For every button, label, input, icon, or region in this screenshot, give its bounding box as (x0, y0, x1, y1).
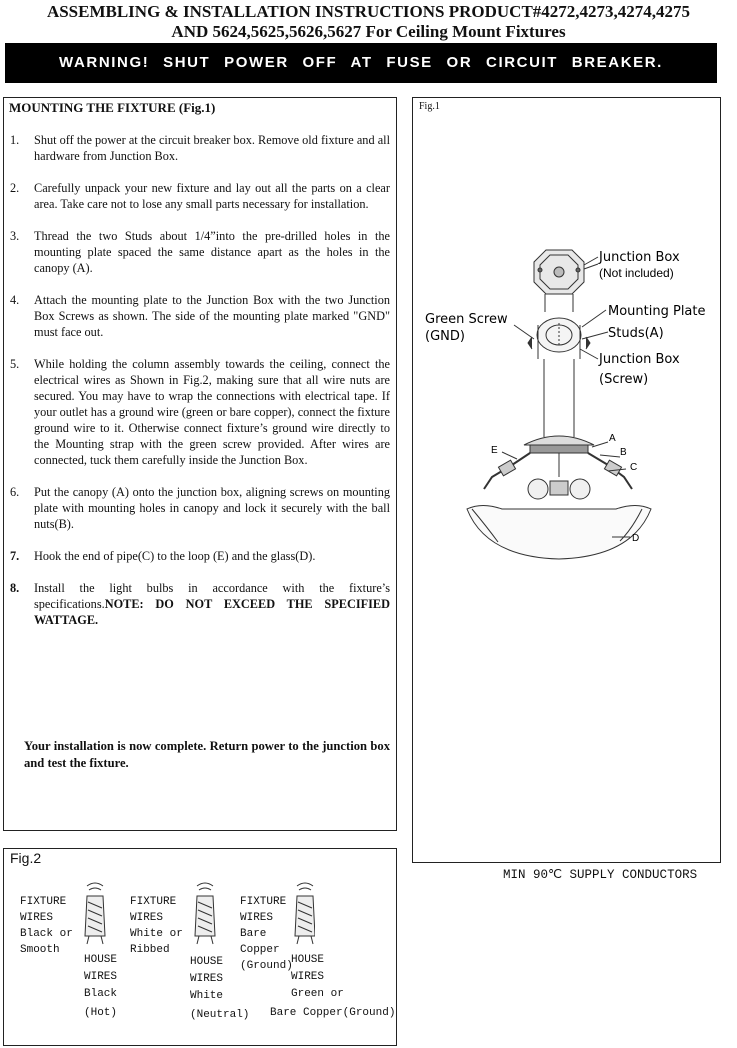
label-green-screw: Green Screw (425, 312, 508, 327)
house-label: HOUSE (291, 954, 325, 966)
wire-nut-icon (85, 883, 105, 944)
wattage-note: NOTE: DO NOT EXCEED THE SPECIFIED WATTAGE. (34, 597, 390, 627)
wire-type: (Neutral) (190, 1009, 250, 1021)
fig1-label: Fig.1 (419, 101, 440, 112)
wires-label: WIRES (240, 912, 274, 924)
label-mounting-plate: Mounting Plate (608, 304, 706, 319)
step-text: Install the light bulbs in accordance with the fixture’s specifications. (34, 581, 390, 611)
fixture-label: FIXTURE (20, 896, 67, 908)
title-line-1: ASSEMBLING & INSTALLATION INSTRUCTIONS PRODUCT#4272,4273,4274,4275 (46, 2, 691, 21)
step-4 (10, 292, 390, 340)
wire-nut-icon (195, 883, 215, 944)
finial-ball-right (570, 479, 590, 499)
step-number: 8. (10, 581, 20, 595)
wires-label: WIRES (190, 973, 224, 985)
wire-nut-icon (295, 883, 315, 944)
wire-color: White (190, 990, 224, 1002)
wire-color: Bare (240, 928, 267, 940)
wire-type: Ribbed (130, 944, 170, 956)
label-c: C (630, 462, 638, 473)
step-1 (10, 132, 390, 164)
step-6 (10, 484, 390, 532)
canopy-shape (524, 436, 594, 445)
wires-label: WIRES (20, 912, 54, 924)
label-a: A (609, 433, 616, 444)
mounting-title: MOUNTING THE FIXTURE (Fig.1) (9, 100, 216, 115)
wires-label: WIRES (84, 971, 118, 983)
step-number: 7. (10, 549, 20, 563)
house-wires-3-top (291, 952, 344, 1003)
step-text: Carefully unpack your new fixture and lay out all the parts on a clear area. Take care not to lose any small parts necessary for installation. (34, 181, 390, 211)
fixture-wires-1 (20, 894, 73, 958)
fixture-wires-3 (240, 894, 293, 974)
step-number: 3. (10, 229, 20, 243)
wire-color: White or (130, 928, 183, 940)
warning-banner: WARNING! SHUT POWER OFF AT FUSE OR CIRCUIT BREAKER. (5, 43, 717, 83)
house-label: HOUSE (190, 956, 224, 968)
label-not-included: (Not included) (599, 266, 674, 280)
fixture-label: FIXTURE (240, 896, 287, 908)
house-label: HOUSE (84, 954, 118, 966)
label-d: D (632, 533, 640, 544)
completion-message: Your installation is now complete. Return power to the junction box and test the fixture. (24, 739, 390, 770)
wire-color: Black or (20, 928, 73, 940)
wires-label: WIRES (291, 971, 325, 983)
step-3 (10, 228, 390, 276)
wire-color: Green or (291, 988, 344, 1000)
title-line-2: AND 5624,5625,5626,5627 For Ceiling Mount Fixtures (171, 22, 566, 41)
house-wires-1 (84, 952, 117, 1022)
label-junction-box: Junction Box (599, 250, 680, 265)
step-text: Shut off the power at the circuit breaker box. Remove old fixture and all hardware from Junction Box. (34, 133, 390, 163)
house-wires-3-bottom: Bare Copper(Ground) (270, 1007, 396, 1019)
step-8-content (34, 580, 390, 628)
step-text: Put the canopy (A) onto the junction box, aligning screws on mounting plate with mounting holes in canopy and lock it securely with the ball nuts(B). (34, 485, 390, 531)
step-number: 1. (10, 133, 20, 147)
wire-type: Copper (240, 944, 280, 956)
wire-type: Smooth (20, 944, 60, 956)
step-2 (10, 180, 390, 212)
wire-type: (Hot) (84, 1007, 118, 1019)
fixture-diagram (412, 97, 721, 863)
fig2-label: Fig.2 (10, 850, 42, 866)
step-text: Hook the end of pipe(C) to the loop (E) and the glass(D). (34, 549, 316, 563)
fixture-label: FIXTURE (130, 896, 177, 908)
step-8 (10, 580, 390, 628)
wires-label: WIRES (130, 912, 164, 924)
label-screw: (Screw) (599, 372, 649, 387)
label-junction-box-screw: Junction Box (599, 352, 680, 367)
fixture-wires-2 (130, 894, 183, 958)
label-b: B (620, 447, 627, 458)
label-e: E (491, 445, 498, 456)
step-5 (10, 356, 390, 468)
wire-color: Black (84, 988, 118, 1000)
step-number: 5. (10, 357, 20, 371)
label-studs: Studs(A) (608, 326, 664, 341)
step-number: 6. (10, 485, 20, 499)
min-supply-conductors: MIN 90℃ SUPPLY CONDUCTORS (503, 868, 698, 882)
steps-list (10, 132, 390, 644)
finial-ball-left (528, 479, 548, 499)
step-number: 4. (10, 293, 20, 307)
step-text: While holding the column assembly towards the ceiling, connect the electrical wires as Shown in Fig.2, making sure that all wire nuts are secured. You may have to wrap the connections with electrical tape. If your outlet has a ground wire (green or bare copper), connect the fixture ground wire to it. Otherwise connect fixture’s ground wire directly to the Mounting strap with the green screw provided. After wires are connected, tuck them carefully inside the Junction Box. (34, 357, 390, 467)
step-text: Thread the two Studs about 1/4”into the pre-drilled holes in the mounting plate spaced the same distance apart as the holes in the canopy (A). (34, 229, 390, 275)
glass-bowl-shape (467, 506, 651, 560)
step-7 (10, 548, 390, 564)
label-gnd: (GND) (425, 329, 465, 344)
step-text: Attach the mounting plate to the Junction Box with the two Junction Box Screws as shown. The side of the mounting plate marked "GND" must face out. (34, 293, 390, 339)
wire-ground: (Ground) (240, 960, 293, 972)
step-number: 2. (10, 181, 20, 195)
